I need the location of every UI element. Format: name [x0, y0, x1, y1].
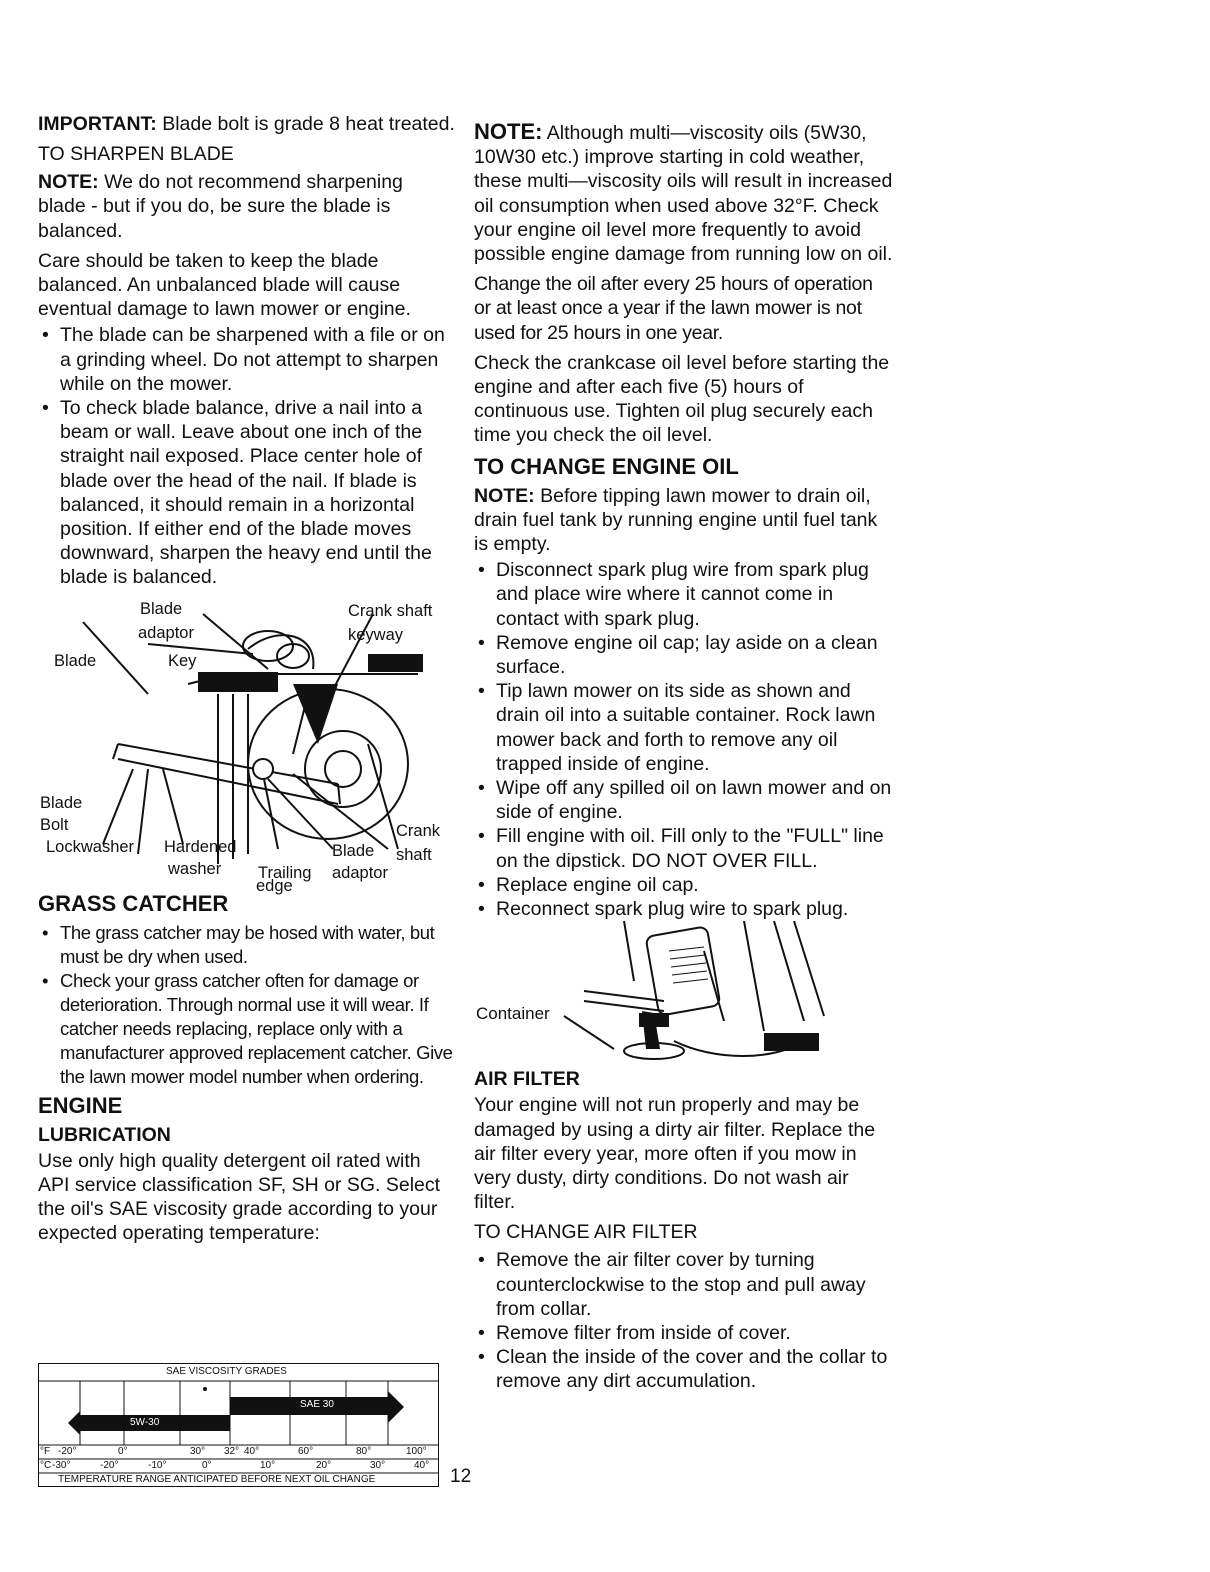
label-crank-keyway: Crank shaft [348, 601, 433, 620]
air-bullets [474, 1248, 894, 1393]
note-text: Although multi—viscosity oils (5W30, 10W30 etc.) improve starting in cold weather, these multi—viscosity oils will result in increased oil consumption when used above 32°F. Check your engine oil level more frequently to avoid possible engine damage from running low on oil. [474, 122, 893, 266]
f-tick: -20° [58, 1446, 77, 1457]
important-note [38, 112, 456, 136]
label-blade-bolt: Blade [40, 793, 83, 812]
list-item: • Remove filter from inside of cover. [474, 1321, 894, 1345]
list-item: • Tip lawn mower on its side as shown and drain oil into a suitable container. Rock lawn mower back and forth to remove any oil trapped inside of engine. [474, 679, 894, 776]
grade-5w30: 5W-30 [130, 1417, 160, 1428]
note-label: NOTE: [474, 484, 535, 507]
label-blade-adaptor-lower-2: adaptor [332, 863, 388, 882]
list-item: • Check your grass catcher often for damage or deterioration. Through normal use it will wear. If catcher needs replacing, replace only with a manufacturer approved replacement catcher. Give the lawn mower model number when ordering. [38, 969, 456, 1089]
c-unit: °C [40, 1460, 52, 1471]
important-label: IMPORTANT: [38, 113, 157, 135]
label-container: Container [476, 1004, 550, 1024]
left-column [38, 112, 456, 1251]
list-item: • Clean the inside of the cover and the collar to remove any dirt accumulation. [474, 1345, 894, 1393]
note-text: We do not recommend sharpening blade - but if you do, be sure the blade is balanced. [38, 171, 403, 242]
sharpen-note [38, 170, 456, 243]
list-item: • Remove the air filter cover by turning counterclockwise to the stop and pull away from collar. [474, 1248, 894, 1321]
c-tick: -30° [52, 1460, 71, 1471]
label-key: Key [168, 651, 197, 670]
air-filter-text: Your engine will not run properly and may be damaged by using a dirty air filter. Replace the air filter every year, more often if you mow in very dusty, dirty conditions. Do not wash air filter. [474, 1094, 876, 1214]
f-tick: 100° [406, 1446, 427, 1457]
change-air-filter-heading: TO CHANGE AIR FILTER [474, 1221, 698, 1244]
c-tick: -20° [100, 1460, 119, 1471]
viscosity-note [474, 120, 894, 266]
c-tick: 20° [316, 1460, 332, 1471]
list-item: • To check blade balance, drive a nail into a beam or wall. Leave about one inch of the straight nail exposed. Place center hole of blade over the head of the nail. If blade is balanced, it should remain in a horizontal position. If either end of the blade moves downward, sharpen the heavy end until the blade is balanced. [38, 396, 456, 590]
note-label: NOTE: [474, 119, 543, 144]
note-text: Before tipping lawn mower to drain oil, drain fuel tank by running engine until fuel tank is empty. [474, 484, 878, 556]
c-tick: 10° [260, 1460, 276, 1471]
change-oil-text: Change the oil after every 25 hours of operation or at least once a year if the lawn mower is not used for 25 hours in one year. [474, 273, 873, 344]
care-text: Care should be taken to keep the blade balanced. An unbalanced blade will cause eventual damage to lawn mower or engine. [38, 249, 411, 321]
label-hardened-washer-2: washer [168, 859, 222, 878]
f-tick: 32° [224, 1446, 240, 1457]
label-trailing-edge: Trailing [258, 863, 312, 882]
f-unit: °F [40, 1446, 51, 1457]
engine-heading: ENGINE [38, 1092, 123, 1118]
oil-bullets [474, 558, 894, 921]
list-item: • The grass catcher may be hosed with water, but must be dry when used. [38, 921, 456, 969]
label-hardened-washer: Hardened [164, 837, 237, 856]
label-blade-bolt-2: Bolt [40, 815, 69, 834]
viscosity-chart [38, 1363, 440, 1487]
note-label: NOTE: [38, 171, 99, 194]
viscosity-footer: TEMPERATURE RANGE ANTICIPATED BEFORE NEXT OIL CHANGE [58, 1474, 376, 1485]
f-tick: 0° [118, 1446, 128, 1457]
list-item: • Fill engine with oil. Fill only to the "FULL" line on the dipstick. DO NOT OVER FILL. [474, 824, 894, 872]
c-tick: 40° [414, 1460, 430, 1471]
list-item: • The blade can be sharpened with a file or on a grinding wheel. Do not attempt to sharpen while on the mower. [38, 323, 456, 396]
label-blade-adaptor-2: adaptor [138, 623, 194, 642]
list-item: • Remove engine oil cap; lay aside on a clean surface. [474, 631, 894, 679]
f-tick: 30° [190, 1446, 206, 1457]
list-item: • Replace engine oil cap. [474, 873, 894, 897]
sharpen-heading: TO SHARPEN BLADE [38, 143, 234, 166]
c-tick: -10° [148, 1460, 167, 1471]
grade-sae30: SAE 30 [300, 1399, 334, 1410]
grass-bullets [38, 921, 456, 1089]
label-crank-keyway-2: keyway [348, 625, 404, 644]
list-item: • Wipe off any spilled oil on lawn mower and on side of engine. [474, 776, 894, 824]
change-engine-oil-heading: TO CHANGE ENGINE OIL [474, 453, 739, 479]
blade-figure [38, 594, 456, 899]
label-trailing-edge-2: edge [256, 876, 293, 895]
label-crank-shaft: Crank [396, 821, 441, 840]
air-filter-heading: AIR FILTER [474, 1068, 580, 1091]
sharpen-bullets [38, 323, 456, 589]
important-text: Blade bolt is grade 8 heat treated. [162, 113, 455, 135]
lubrication-heading: LUBRICATION [38, 1123, 171, 1146]
label-lockwasher: Lockwasher [46, 837, 135, 856]
label-blade: Blade [54, 651, 97, 670]
right-column [474, 120, 894, 1398]
f-tick: 40° [244, 1446, 260, 1457]
label-blade-adaptor-lower: Blade [332, 841, 375, 860]
lubrication-text: Use only high quality detergent oil rated with API service classification SF, SH or SG. Select the oil's SAE viscosity grade according to your expected operating temperature: [38, 1149, 441, 1245]
c-tick: 30° [370, 1460, 386, 1471]
f-tick: 80° [356, 1446, 372, 1457]
label-blade-adaptor: Blade [140, 599, 183, 618]
list-item: • Reconnect spark plug wire to spark plug. [474, 897, 894, 921]
f-tick: 60° [298, 1446, 314, 1457]
change-oil-note [474, 484, 894, 557]
grass-catcher-heading: GRASS CATCHER [38, 890, 229, 916]
viscosity-title: SAE VISCOSITY GRADES [166, 1366, 287, 1377]
list-item: • Disconnect spark plug wire from spark plug and place wire where it cannot come in contact with spark plug. [474, 558, 894, 631]
oil-drain-diagram [474, 921, 894, 1061]
check-oil-text: Check the crankcase oil level before starting the engine and after each five (5) hours of continuous use. Tighten oil plug securely each time you check the oil level. [474, 351, 890, 447]
label-crank-shaft-2: shaft [396, 845, 432, 864]
c-tick: 0° [202, 1460, 212, 1471]
oil-drain-figure [474, 925, 894, 1065]
page-number: 12 [450, 1466, 472, 1487]
